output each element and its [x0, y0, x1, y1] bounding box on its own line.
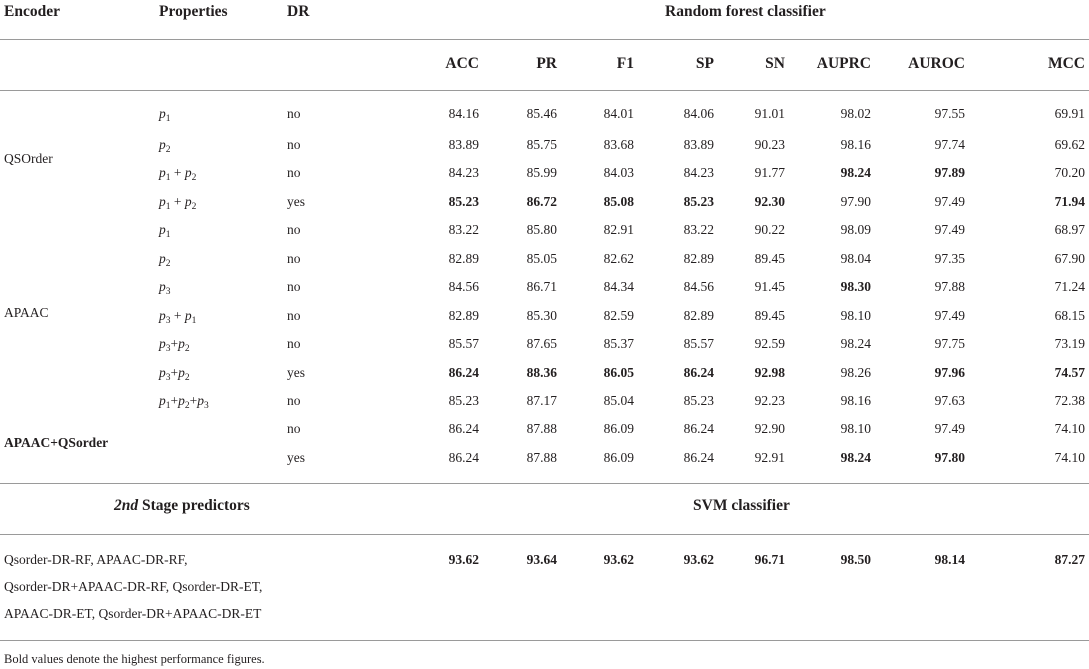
value-cell: 98.10	[840, 421, 871, 436]
property-term-index: 3	[165, 373, 171, 383]
property-term-letter: p	[159, 279, 166, 294]
value-cell: 97.74	[934, 137, 965, 152]
value-cell: 89.45	[754, 308, 785, 323]
property-term	[159, 106, 171, 124]
property-term-letter: p	[197, 393, 204, 408]
property-term	[184, 308, 197, 326]
metric-header-sp: SP	[695, 55, 714, 72]
property-term-letter: p	[159, 106, 166, 121]
value-cell: 84.56	[683, 279, 714, 294]
value-cell: 87.17	[526, 393, 557, 408]
value-cell: 68.97	[1054, 222, 1085, 237]
value-cell: 89.45	[754, 251, 785, 266]
value-cell: 86.24	[683, 365, 714, 380]
value-cell: 98.02	[840, 106, 871, 121]
value-cell: 97.63	[934, 393, 965, 408]
value-cell: 85.04	[603, 393, 634, 408]
table-bottom-rule	[0, 640, 1089, 641]
value-cell: 86.09	[603, 421, 634, 436]
dr-cell: no	[287, 222, 301, 237]
dr-cell: yes	[287, 194, 305, 209]
stage2-value-cell: 93.62	[448, 552, 479, 567]
dr-cell: no	[287, 421, 301, 436]
value-cell: 71.94	[1054, 194, 1085, 209]
value-cell: 98.16	[840, 137, 871, 152]
property-term-index: 1	[165, 230, 171, 240]
property-term-index: 1	[165, 114, 171, 124]
property-operator: +	[170, 194, 185, 209]
value-cell: 85.05	[526, 251, 557, 266]
value-cell: 97.55	[934, 106, 965, 121]
encoder-header: Encoder	[4, 3, 60, 20]
property-term-letter: p	[178, 365, 185, 380]
property-term	[159, 222, 171, 240]
property-cell	[159, 137, 171, 153]
property-cell	[159, 336, 190, 352]
property-term-index: 2	[165, 259, 171, 269]
property-term-letter: p	[159, 165, 166, 180]
property-term-letter: p	[184, 194, 192, 209]
property-term	[178, 393, 190, 411]
stage2-value-cell: 98.50	[840, 552, 871, 567]
value-cell: 83.68	[603, 137, 634, 152]
value-cell: 82.91	[603, 222, 634, 237]
property-term-letter: p	[159, 308, 166, 323]
value-cell: 85.23	[683, 194, 714, 209]
value-cell: 69.62	[1054, 137, 1085, 152]
value-cell: 83.89	[683, 137, 714, 152]
stage2-value-cell: 87.27	[1054, 552, 1085, 567]
metric-header-auroc: AUROC	[908, 55, 965, 72]
value-cell: 84.06	[683, 106, 714, 121]
value-cell: 91.45	[754, 279, 785, 294]
value-cell: 84.23	[683, 165, 714, 180]
property-term-index: 1	[165, 173, 171, 183]
dr-cell: no	[287, 279, 301, 294]
value-cell: 84.23	[448, 165, 479, 180]
dr-cell: yes	[287, 365, 305, 380]
value-cell: 90.23	[754, 137, 785, 152]
predictor-line: Qsorder-DR+APAAC-DR-RF, Qsorder-DR-ET,	[4, 579, 263, 594]
property-cell	[159, 308, 196, 324]
value-cell: 97.49	[934, 421, 965, 436]
value-cell: 82.59	[603, 308, 634, 323]
metric-header-sn: SN	[765, 55, 785, 72]
property-operator: +	[189, 393, 198, 408]
property-cell	[159, 222, 171, 238]
value-cell: 82.89	[683, 251, 714, 266]
property-term-letter: p	[184, 308, 192, 323]
value-cell: 84.34	[603, 279, 634, 294]
value-cell: 97.49	[934, 222, 965, 237]
value-cell: 97.35	[934, 251, 965, 266]
stage2-value-cell: 93.62	[683, 552, 714, 567]
property-term	[178, 365, 190, 383]
property-term-index: 3	[165, 316, 171, 326]
property-term-index: 3	[165, 344, 171, 354]
dr-cell: no	[287, 251, 301, 266]
property-cell	[159, 165, 196, 181]
metric-header-acc: ACC	[445, 55, 479, 72]
value-cell: 86.05	[603, 365, 634, 380]
value-cell: 87.88	[526, 421, 557, 436]
value-cell: 85.99	[526, 165, 557, 180]
value-cell: 86.09	[603, 450, 634, 465]
group-label-qsorder: QSOrder	[4, 151, 53, 166]
dr-cell: no	[287, 106, 301, 121]
value-cell: 85.23	[448, 194, 479, 209]
value-cell: 74.10	[1054, 421, 1085, 436]
value-cell: 84.03	[603, 165, 634, 180]
predictor-line: APAAC-DR-ET, Qsorder-DR+APAAC-DR-ET	[4, 606, 262, 621]
value-cell: 97.49	[934, 308, 965, 323]
header-divider	[0, 39, 1089, 40]
property-term	[159, 393, 171, 411]
property-term-index: 2	[165, 145, 171, 155]
value-cell: 83.22	[683, 222, 714, 237]
value-cell: 82.89	[448, 308, 479, 323]
value-cell: 73.19	[1054, 336, 1085, 351]
value-cell: 86.24	[448, 450, 479, 465]
property-term-letter: p	[159, 137, 166, 152]
value-cell: 98.24	[840, 165, 871, 180]
dr-cell: no	[287, 165, 301, 180]
stage2-value-cell: 93.62	[603, 552, 634, 567]
property-cell	[159, 251, 171, 267]
dr-cell: no	[287, 393, 301, 408]
value-cell: 85.30	[526, 308, 557, 323]
property-term	[159, 336, 171, 354]
group-label-apaac-qsorder: APAAC+QSorder	[4, 435, 109, 450]
property-term	[159, 279, 171, 297]
value-cell: 92.30	[754, 194, 785, 209]
metrics-divider	[0, 90, 1089, 91]
property-term	[197, 393, 209, 411]
property-operator: +	[170, 336, 179, 351]
property-term-letter: p	[184, 165, 192, 180]
value-cell: 70.20	[1054, 165, 1085, 180]
property-term	[178, 336, 190, 354]
value-cell: 90.22	[754, 222, 785, 237]
stage2-value-cell: 96.71	[754, 552, 785, 567]
stage2-value-cell: 98.14	[934, 552, 965, 567]
value-cell: 85.75	[526, 137, 557, 152]
value-cell: 85.23	[448, 393, 479, 408]
property-term-index: 2	[184, 344, 190, 354]
value-cell: 98.09	[840, 222, 871, 237]
stage2-divider	[0, 534, 1089, 535]
property-term-index: 1	[191, 316, 197, 326]
value-cell: 85.23	[683, 393, 714, 408]
value-cell: 97.89	[934, 165, 965, 180]
value-cell: 87.65	[526, 336, 557, 351]
stage2-title-rest: Stage predictors	[138, 497, 250, 514]
property-term	[159, 165, 171, 183]
stage2-title-italic: 2nd	[114, 497, 139, 514]
property-term-index: 1	[165, 202, 171, 212]
value-cell: 88.36	[526, 365, 557, 380]
property-term-index: 3	[204, 401, 209, 411]
value-cell: 98.04	[840, 251, 871, 266]
metric-header-auprc: AUPRC	[816, 55, 871, 72]
property-term-index: 3	[165, 287, 171, 297]
metric-header-pr: PR	[536, 55, 557, 72]
property-term	[159, 194, 171, 212]
value-cell: 74.57	[1054, 365, 1085, 380]
property-cell	[159, 365, 190, 381]
value-cell: 87.88	[526, 450, 557, 465]
value-cell: 97.88	[934, 279, 965, 294]
dr-cell: no	[287, 336, 301, 351]
property-term-letter: p	[159, 393, 166, 408]
value-cell: 97.80	[934, 450, 965, 465]
property-term	[159, 365, 171, 383]
value-cell: 67.90	[1054, 251, 1085, 266]
value-cell: 98.10	[840, 308, 871, 323]
value-cell: 98.26	[840, 365, 871, 380]
property-operator: +	[170, 365, 179, 380]
value-cell: 85.37	[603, 336, 634, 351]
dr-header: DR	[287, 3, 310, 20]
property-cell	[159, 393, 209, 409]
value-cell: 86.24	[683, 450, 714, 465]
property-term-letter: p	[178, 336, 185, 351]
property-cell	[159, 194, 196, 210]
value-cell: 85.80	[526, 222, 557, 237]
rf-classifier-title: Random forest classifier	[665, 3, 826, 20]
stage2-title	[114, 498, 250, 514]
value-cell: 84.56	[448, 279, 479, 294]
value-cell: 69.91	[1054, 106, 1085, 121]
property-term	[159, 137, 171, 155]
value-cell: 84.01	[603, 106, 634, 121]
property-term-letter: p	[159, 222, 166, 237]
value-cell: 86.24	[448, 365, 479, 380]
property-term-index: 2	[184, 373, 190, 383]
property-term	[184, 194, 197, 212]
value-cell: 82.89	[448, 251, 479, 266]
value-cell: 92.90	[754, 421, 785, 436]
value-cell: 92.23	[754, 393, 785, 408]
property-operator: +	[170, 393, 179, 408]
value-cell: 92.59	[754, 336, 785, 351]
value-cell: 86.24	[683, 421, 714, 436]
value-cell: 86.72	[526, 194, 557, 209]
property-term-letter: p	[159, 336, 166, 351]
value-cell: 85.57	[448, 336, 479, 351]
value-cell: 83.22	[448, 222, 479, 237]
property-operator: +	[170, 165, 185, 180]
value-cell: 72.38	[1054, 393, 1085, 408]
value-cell: 82.89	[683, 308, 714, 323]
value-cell: 97.90	[840, 194, 871, 209]
property-term-letter: p	[178, 393, 185, 408]
dr-cell: no	[287, 308, 301, 323]
table-footnote: Bold values denote the highest performance figures.	[4, 652, 265, 666]
property-term	[159, 251, 171, 269]
property-term-letter: p	[159, 194, 166, 209]
property-term-index: 2	[184, 401, 190, 411]
svm-classifier-title: SVM classifier	[693, 497, 790, 514]
value-cell: 98.30	[840, 279, 871, 294]
value-cell: 86.71	[526, 279, 557, 294]
stage2-value-cell: 93.64	[526, 552, 557, 567]
value-cell: 84.16	[448, 106, 479, 121]
value-cell: 98.16	[840, 393, 871, 408]
property-term-index: 2	[191, 202, 197, 212]
value-cell: 85.57	[683, 336, 714, 351]
predictor-line: Qsorder-DR-RF, APAAC-DR-RF,	[4, 552, 188, 567]
value-cell: 91.01	[754, 106, 785, 121]
dr-cell: yes	[287, 450, 305, 465]
properties-header: Properties	[159, 3, 228, 20]
value-cell: 97.75	[934, 336, 965, 351]
value-cell: 82.62	[603, 251, 634, 266]
metric-header-f1: F1	[616, 55, 634, 72]
value-cell: 85.08	[603, 194, 634, 209]
property-term	[184, 165, 197, 183]
value-cell: 97.96	[934, 365, 965, 380]
property-term-letter: p	[159, 251, 166, 266]
metric-header-mcc: MCC	[1047, 55, 1085, 72]
value-cell: 97.49	[934, 194, 965, 209]
group-label-apaac: APAAC	[4, 305, 49, 320]
value-cell: 98.24	[840, 450, 871, 465]
property-term-index: 1	[165, 401, 171, 411]
value-cell: 85.46	[526, 106, 557, 121]
property-term-letter: p	[159, 365, 166, 380]
value-cell: 74.10	[1054, 450, 1085, 465]
dr-cell: no	[287, 137, 301, 152]
value-cell: 98.24	[840, 336, 871, 351]
property-operator: +	[170, 308, 185, 323]
value-cell: 83.89	[448, 137, 479, 152]
value-cell: 92.98	[754, 365, 785, 380]
value-cell: 92.91	[754, 450, 785, 465]
property-cell	[159, 279, 171, 295]
value-cell: 68.15	[1054, 308, 1085, 323]
value-cell: 71.24	[1054, 279, 1085, 294]
value-cell: 91.77	[754, 165, 785, 180]
property-term	[159, 308, 171, 326]
stage2-divider-top	[0, 483, 1089, 484]
property-cell	[159, 106, 171, 122]
value-cell: 86.24	[448, 421, 479, 436]
property-term-index: 2	[191, 173, 197, 183]
